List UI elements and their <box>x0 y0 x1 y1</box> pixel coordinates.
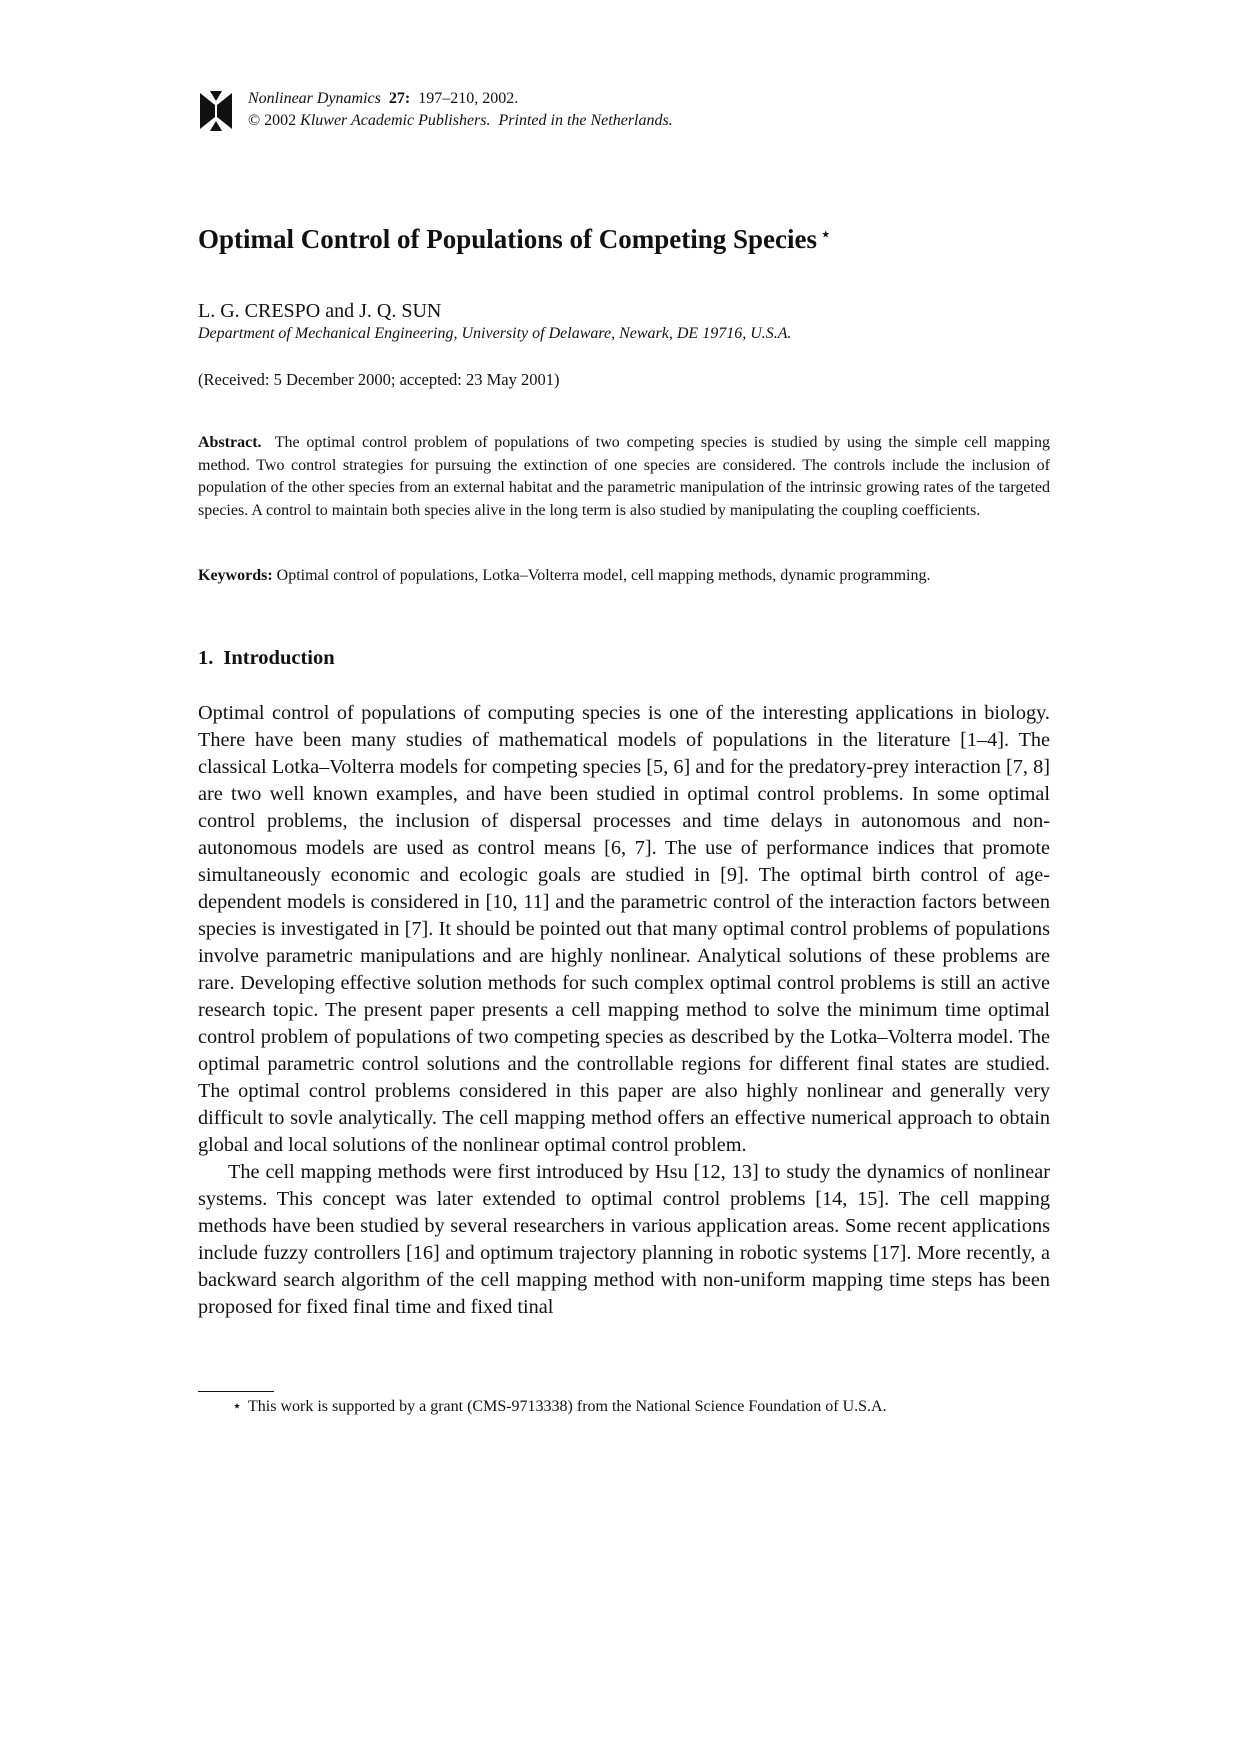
author-list: L. G. CRESPO and J. Q. SUN <box>198 300 442 322</box>
article-title-text: Optimal Control of Populations of Competing Species <box>198 224 818 254</box>
article-title <box>198 218 830 256</box>
abstract-text: The optimal control problem of populations of two competing species is studied by using the simple cell mapping method. Two control strategies for pursuing the extinction of one species are considered. The controls include the inclusion of population of the other species from an external habitat and the parametric manipulation of the intrinsic growing rates of the targeted species. A control to maintain both species alive in the long term is also studied by manipulating the coupling coefficients. <box>198 434 1050 519</box>
keywords-label: Keywords: <box>198 567 273 584</box>
body-paragraph: Optimal control of populations of computing species is one of the interesting applications in biology. There have been many studies of mathematical models of populations in the literature [1–4]. The classical Lotka–Volterra models for competing species [5, 6] and for the predatory-prey interaction [7, 8] are two well known examples, and have been studied in optimal control problems. In some optimal control problems, the inclusion of dispersal processes and time delays in autonomous and non-autonomous models are used as control means [6, 7]. The use of performance indices that promote simultaneously economic and ecologic goals are studied in [9]. The optimal birth control of age-dependent models is considered in [10, 11] and the parametric control of the interaction factors between species is investigated in [7]. It should be pointed out that many optimal control problems of populations involve parametric manipulations and are highly nonlinear. Analytical solutions of these problems are rare. Developing effective solution methods for such complex optimal control problems is still an active research topic. The present paper presents a cell mapping method to solve the minimum time optimal control problem of populations of two competing species as described by the Lotka–Volterra model. The optimal parametric control solutions and the controllable regions for different final states are studied. The optimal control problems considered in this paper are also highly nonlinear and generally very difficult to sovle analytically. The cell mapping method offers an effective numerical approach to obtain global and local solutions of the nonlinear optimal control problem. <box>198 702 1050 1156</box>
body-paragraph: The cell mapping methods were first introduced by Hsu [12, 13] to study the dynamics of nonlinear systems. This concept was later extended to optimal control problems [14, 15]. The cell mapping methods have been studied by several researchers in various application areas. Some recent applications include fuzzy controllers [16] and optimum trajectory planning in robotic systems [17]. More recently, a backward search algorithm of the cell mapping method with non-uniform mapping time steps has been proposed for fixed final time and fixed tinal <box>198 1161 1050 1318</box>
journal-citation-line <box>248 88 673 110</box>
title-footnote-mark: ⋆ <box>821 227 831 243</box>
abstract-label: Abstract. <box>198 434 262 451</box>
copyright-line <box>248 110 673 132</box>
section-title: Introduction <box>223 647 335 669</box>
keywords <box>198 565 1050 587</box>
abstract <box>198 432 1050 522</box>
journal-info <box>248 88 673 132</box>
section-heading <box>198 645 335 671</box>
author-affiliation: Department of Mechanical Engineering, University of Delaware, Newark, DE 19716, U.S.A. <box>198 325 792 342</box>
journal-volume: 27: <box>388 90 411 107</box>
footnote-text: This work is supported by a grant (CMS-9713338) from the National Science Foundation of U.S.A. <box>248 1398 887 1415</box>
received-dates: (Received: 5 December 2000; accepted: 23 May 2001) <box>198 370 560 389</box>
section-body <box>198 700 1050 1321</box>
footnote-divider <box>198 1391 274 1392</box>
publisher-logo-icon <box>198 91 234 131</box>
footnote <box>198 1396 887 1418</box>
journal-name: Nonlinear Dynamics <box>248 90 381 107</box>
journal-pages-year: 197–210, 2002. <box>418 90 519 107</box>
section-number: 1. <box>198 647 214 669</box>
journal-masthead <box>198 88 1050 138</box>
copyright-year: © 2002 <box>248 112 297 129</box>
printed-location: Printed in the Netherlands. <box>498 112 673 129</box>
keywords-text: Optimal control of populations, Lotka–Volterra model, cell mapping methods, dynamic programming. <box>276 567 931 584</box>
publisher-name: Kluwer Academic Publishers. <box>300 112 491 129</box>
footnote-mark: ⋆ <box>232 1398 243 1415</box>
